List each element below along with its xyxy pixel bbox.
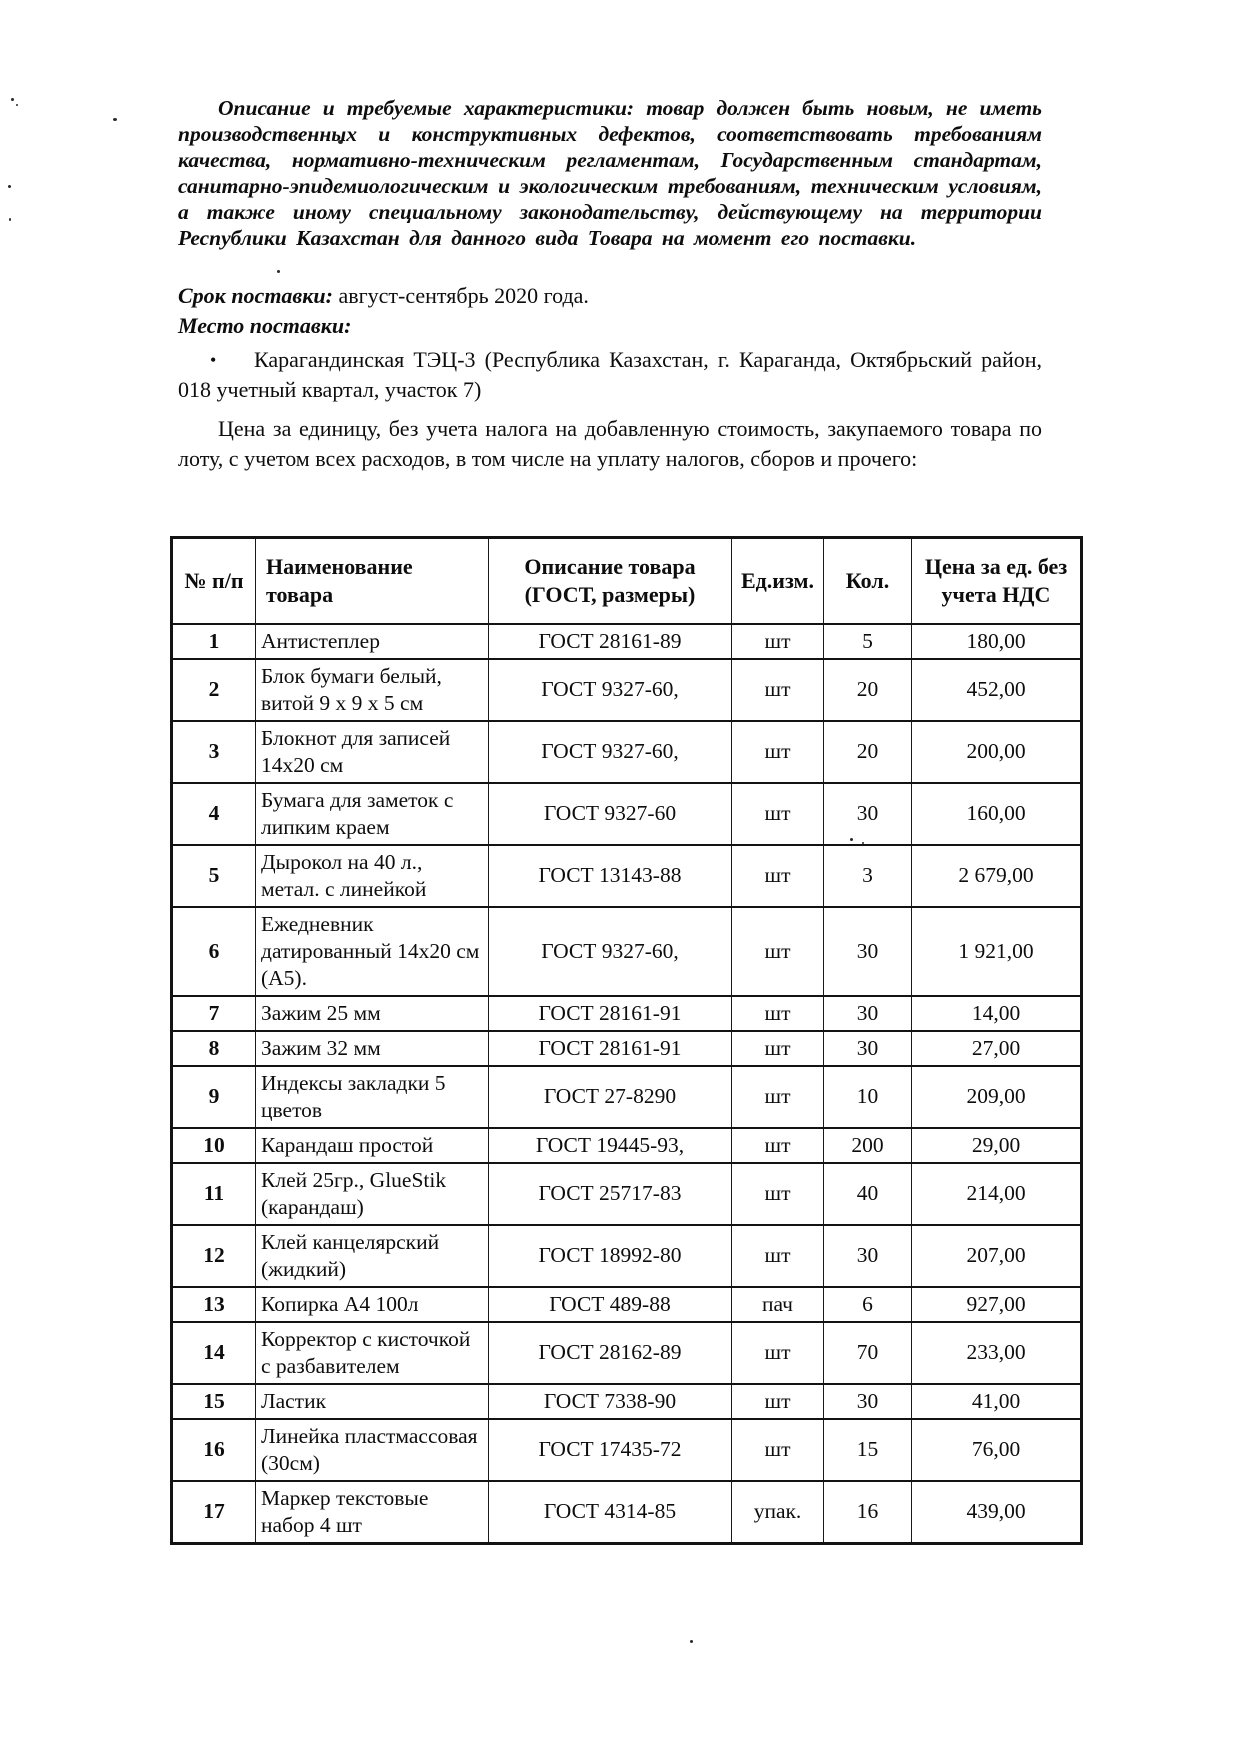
item-price: 233,00: [912, 1322, 1082, 1384]
row-number: 1: [172, 624, 256, 659]
header-description: Описание товара (ГОСТ, размеры): [489, 538, 732, 624]
item-price: 180,00: [912, 624, 1082, 659]
item-gost: ГОСТ 7338-90: [489, 1384, 732, 1419]
scan-speckle: [690, 1640, 693, 1643]
item-quantity: 16: [824, 1481, 912, 1544]
item-price: 927,00: [912, 1287, 1082, 1322]
price-paragraph: [178, 414, 1042, 474]
item-price: 76,00: [912, 1419, 1082, 1481]
item-name: Корректор с кисточкой с разбавителем: [256, 1322, 489, 1384]
item-gost: ГОСТ 4314-85: [489, 1481, 732, 1544]
item-gost: ГОСТ 27-8290: [489, 1066, 732, 1128]
table-row: [172, 1066, 1082, 1128]
item-unit: шт: [732, 996, 824, 1031]
item-quantity: 30: [824, 996, 912, 1031]
item-unit: шт: [732, 1163, 824, 1225]
row-number: 4: [172, 783, 256, 845]
table-row: [172, 783, 1082, 845]
item-name: Маркер текстовые набор 4 шт: [256, 1481, 489, 1544]
item-name: Ластик: [256, 1384, 489, 1419]
item-quantity: 200: [824, 1128, 912, 1163]
item-name: Блок бумаги белый, витой 9 х 9 х 5 см: [256, 659, 489, 721]
header-row: [172, 538, 1082, 624]
item-gost: ГОСТ 28161-91: [489, 996, 732, 1031]
item-name: Карандаш простой: [256, 1128, 489, 1163]
item-name: Клей канцелярский (жидкий): [256, 1225, 489, 1287]
item-quantity: 20: [824, 659, 912, 721]
item-gost: ГОСТ 9327-60,: [489, 659, 732, 721]
item-price: 207,00: [912, 1225, 1082, 1287]
delivery-term-label: Срок поставки:: [178, 283, 333, 308]
item-name: Антистеплер: [256, 624, 489, 659]
item-gost: ГОСТ 9327-60: [489, 783, 732, 845]
row-number: 3: [172, 721, 256, 783]
item-price: 439,00: [912, 1481, 1082, 1544]
items-table-header: [172, 538, 1082, 624]
delivery-term-line: [178, 281, 1042, 311]
row-number: 2: [172, 659, 256, 721]
item-quantity: 30: [824, 1225, 912, 1287]
header-quantity: Кол.: [824, 538, 912, 624]
delivery-place-item: [178, 345, 1042, 404]
header-number: № п/п: [172, 538, 256, 624]
scan-speckle: [113, 118, 117, 121]
item-name: Копирка А4 100л: [256, 1287, 489, 1322]
header-unit: Ед.изм.: [732, 538, 824, 624]
delivery-place-line: [178, 311, 1042, 341]
item-unit: упак.: [732, 1481, 824, 1544]
table-row: [172, 996, 1082, 1031]
row-number: 12: [172, 1225, 256, 1287]
item-gost: ГОСТ 9327-60,: [489, 721, 732, 783]
item-price: 27,00: [912, 1031, 1082, 1066]
table-row: [172, 907, 1082, 996]
item-gost: ГОСТ 28161-89: [489, 624, 732, 659]
row-number: 6: [172, 907, 256, 996]
item-name: Зажим 32 мм: [256, 1031, 489, 1066]
item-quantity: 6: [824, 1287, 912, 1322]
item-price: 452,00: [912, 659, 1082, 721]
table-row: [172, 1128, 1082, 1163]
item-unit: шт: [732, 1322, 824, 1384]
item-unit: шт: [732, 1384, 824, 1419]
item-name: Клей 25гр., GlueStik (карандаш): [256, 1163, 489, 1225]
item-gost: ГОСТ 19445-93,: [489, 1128, 732, 1163]
delivery-term-value: август-сентябрь 2020 года.: [338, 283, 589, 308]
row-number: 5: [172, 845, 256, 907]
item-price: 1 921,00: [912, 907, 1082, 996]
item-price: 209,00: [912, 1066, 1082, 1128]
row-number: 11: [172, 1163, 256, 1225]
item-gost: ГОСТ 13143-88: [489, 845, 732, 907]
item-price: 2 679,00: [912, 845, 1082, 907]
row-number: 13: [172, 1287, 256, 1322]
item-quantity: 20: [824, 721, 912, 783]
price-paragraph-text: Цена за единицу, без учета налога на добавленную стоимость, закупаемого товара по лоту, с учетом всех расходов, в том числе на уплату налогов, сборов и прочего:: [178, 416, 1042, 471]
item-price: 214,00: [912, 1163, 1082, 1225]
item-name: Зажим 25 мм: [256, 996, 489, 1031]
item-quantity: 10: [824, 1066, 912, 1128]
item-name: Индексы закладки 5 цветов: [256, 1066, 489, 1128]
scan-speckle: [8, 185, 11, 188]
item-unit: шт: [732, 1128, 824, 1163]
item-price: 41,00: [912, 1384, 1082, 1419]
table-row: [172, 845, 1082, 907]
scan-speckle: [16, 104, 18, 106]
item-quantity: 5: [824, 624, 912, 659]
row-number: 9: [172, 1066, 256, 1128]
item-unit: шт: [732, 624, 824, 659]
item-name: Ежедневник датированный 14х20 см (А5).: [256, 907, 489, 996]
item-name: Бумага для заметок с липким краем: [256, 783, 489, 845]
intro-paragraph: [178, 95, 1042, 251]
row-number: 16: [172, 1419, 256, 1481]
table-row: [172, 659, 1082, 721]
table-row: [172, 1287, 1082, 1322]
item-price: 200,00: [912, 721, 1082, 783]
item-quantity: 3: [824, 845, 912, 907]
row-number: 7: [172, 996, 256, 1031]
item-gost: ГОСТ 9327-60,: [489, 907, 732, 996]
item-name: Линейка пластмассовая (30см): [256, 1419, 489, 1481]
item-name: Блокнот для записей 14х20 см: [256, 721, 489, 783]
item-quantity: 30: [824, 1031, 912, 1066]
table-row: [172, 721, 1082, 783]
bullet-icon: •: [210, 350, 217, 370]
scan-speckle: [9, 218, 11, 221]
document-content: [178, 0, 1068, 1545]
intro-lead: Описание и требуемые характеристики:: [218, 96, 635, 120]
item-unit: шт: [732, 721, 824, 783]
item-unit: шт: [732, 1031, 824, 1066]
item-price: 14,00: [912, 996, 1082, 1031]
row-number: 15: [172, 1384, 256, 1419]
delivery-place-value: Карагандинская ТЭЦ-3 (Республика Казахстан, г. Караганда, Октябрьский район, 018 учетный квартал, участок 7): [178, 347, 1042, 402]
item-gost: ГОСТ 28162-89: [489, 1322, 732, 1384]
table-row: [172, 1384, 1082, 1419]
table-row: [172, 1163, 1082, 1225]
row-number: 8: [172, 1031, 256, 1066]
item-quantity: 30: [824, 783, 912, 845]
table-row: [172, 624, 1082, 659]
table-row: [172, 1225, 1082, 1287]
row-number: 14: [172, 1322, 256, 1384]
item-quantity: 40: [824, 1163, 912, 1225]
item-quantity: 30: [824, 1384, 912, 1419]
item-gost: ГОСТ 17435-72: [489, 1419, 732, 1481]
row-number: 10: [172, 1128, 256, 1163]
items-table: [170, 536, 1083, 1545]
header-price: Цена за ед. без учета НДС: [912, 538, 1082, 624]
intro-body: товар должен быть новым, не иметь производственных и конструктивных дефектов, соответствовать требованиям качества, нормативно-техническим регламентам, Государственным стандартам, санитарно-эпидемиологическим и экологическим требованиям, техническим условиям, а также иному специальному законодательству, действующему на территории Республики Казахстан для данного вида Товара на момент его поставки.: [178, 96, 1043, 250]
table-row: [172, 1419, 1082, 1481]
item-unit: шт: [732, 659, 824, 721]
item-unit: шт: [732, 1419, 824, 1481]
item-price: 160,00: [912, 783, 1082, 845]
delivery-place-label: Место поставки:: [178, 313, 352, 338]
item-gost: ГОСТ 489-88: [489, 1287, 732, 1322]
row-number: 17: [172, 1481, 256, 1544]
item-unit: шт: [732, 907, 824, 996]
items-table-body: [172, 624, 1082, 1544]
item-price: 29,00: [912, 1128, 1082, 1163]
table-row: [172, 1481, 1082, 1544]
item-gost: ГОСТ 18992-80: [489, 1225, 732, 1287]
scan-speckle: [11, 98, 14, 101]
item-quantity: 70: [824, 1322, 912, 1384]
item-name: Дырокол на 40 л., метал. с линейкой: [256, 845, 489, 907]
header-name: Наименование товара: [256, 538, 489, 624]
item-quantity: 15: [824, 1419, 912, 1481]
item-unit: шт: [732, 1066, 824, 1128]
item-unit: шт: [732, 783, 824, 845]
item-unit: шт: [732, 1225, 824, 1287]
table-row: [172, 1031, 1082, 1066]
item-gost: ГОСТ 25717-83: [489, 1163, 732, 1225]
item-quantity: 30: [824, 907, 912, 996]
table-row: [172, 1322, 1082, 1384]
item-gost: ГОСТ 28161-91: [489, 1031, 732, 1066]
item-unit: пач: [732, 1287, 824, 1322]
item-unit: шт: [732, 845, 824, 907]
